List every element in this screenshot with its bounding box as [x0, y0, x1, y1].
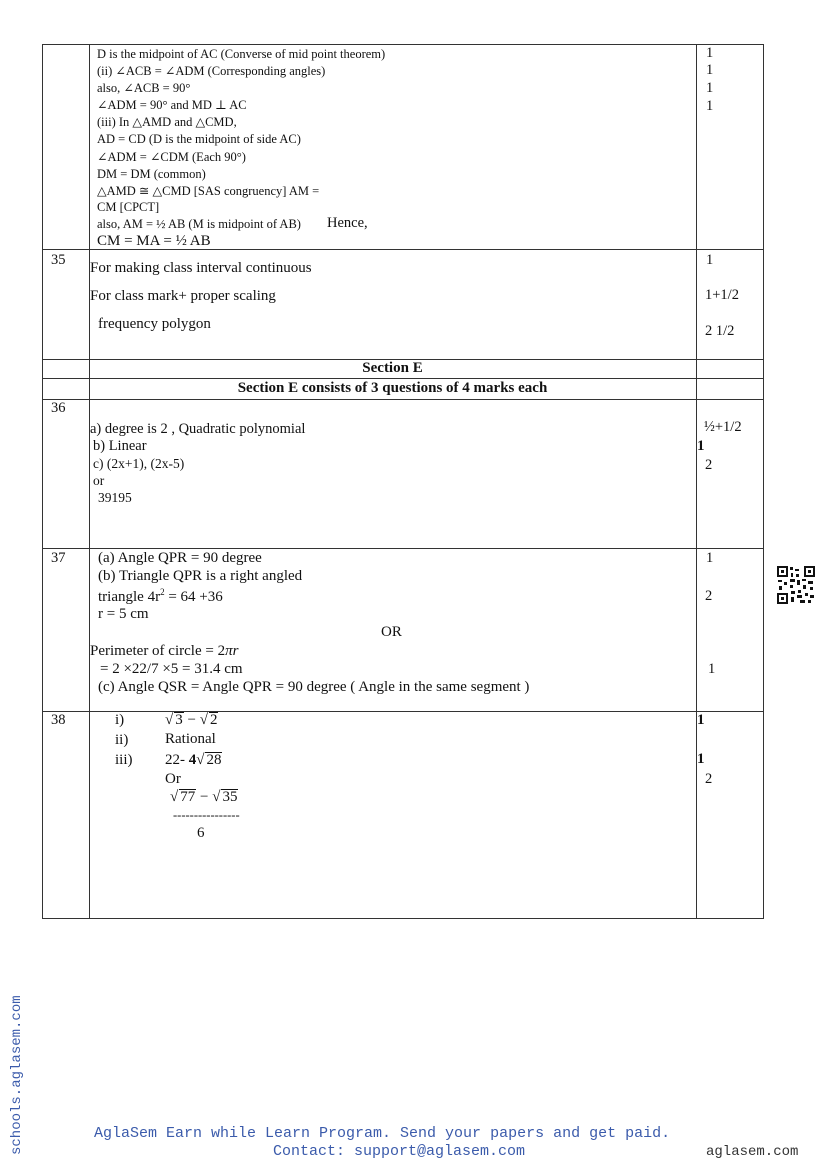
q35-line-3: frequency polygon [98, 316, 211, 332]
footer-promo: AglaSem Earn while Learn Program. Send your papers and get paid. [94, 1125, 671, 1142]
q35-line-2: For class mark+ proper scaling [90, 288, 276, 304]
q37-mark-3: 1 [708, 661, 716, 677]
q36-line-4: or [93, 473, 105, 488]
q34-line-5: (iii) In △AMD and △CMD, [97, 115, 237, 129]
q38-denominator: 6 [197, 825, 205, 841]
q37-line-5: Perimeter of circle = 2πr [90, 643, 239, 659]
q37-line-3: triangle $4r^2 = 64 +36$ [98, 587, 223, 605]
q38-or: Or [165, 771, 181, 787]
q37-number: 37 [51, 550, 66, 566]
q36-line-3: c) (2x+1), (2x-5) [93, 456, 185, 471]
q34-mark-3: 1 [706, 80, 714, 96]
q34-line-4: ∠ADM = 90° and MD ⊥ AC [97, 98, 247, 112]
q37-mark-2: 2 [705, 588, 713, 604]
q38-mark-3: 2 [705, 771, 713, 787]
q34-line-11: also, AM = ½ AB (M is midpoint of AB) [97, 217, 301, 231]
q38-alternative: √ 77 − √ 35 [170, 789, 238, 805]
q38-label-ii: ii) [115, 732, 129, 748]
q37-line-1: (a) Angle QPR = 90 degree [98, 550, 262, 566]
footer-site[interactable]: aglasem.com [706, 1144, 799, 1160]
q37-line-7: (c) Angle QSR = Angle QPR = 90 degree ( Angle in the same segment ) [98, 679, 530, 695]
section-subtitle: Section E consists of 3 questions of 4 marks each [237, 380, 548, 396]
q36-line-1: a) degree is 2 , Quadratic polynomial [90, 421, 306, 437]
qr-code-icon [776, 565, 816, 605]
q38-fraction-bar: ---------------- [173, 808, 240, 822]
q36-number: 36 [51, 400, 66, 416]
q34-mark-1: 1 [706, 45, 714, 61]
q35-mark-3: 2 1/2 [705, 323, 735, 339]
q35-line-1: For making class interval continuous [90, 260, 312, 276]
q38-label-i: i) [115, 712, 125, 728]
q36-line-2: b) Linear [93, 438, 147, 454]
q34-mark-2: 1 [706, 62, 714, 78]
q38-number: 38 [51, 712, 66, 728]
q34-line-1: D is the midpoint of AC (Converse of mid point theorem) [97, 47, 386, 61]
q36-mark-3: 2 [705, 457, 713, 473]
q34-line-7: ∠ADM = ∠CDM (Each 90°) [97, 150, 246, 164]
q35-number: 35 [51, 252, 66, 268]
q38-answer-i: √ 3 − √ 2 [165, 712, 218, 728]
q36-line-5: 39195 [98, 490, 132, 505]
footer-contact: Contact: support@aglasem.com [273, 1143, 526, 1160]
q34-line-8: DM = DM (common) [97, 167, 206, 181]
q34-line-12: Hence, [327, 215, 368, 231]
q36-mark-1: ½+1/2 [704, 419, 742, 435]
q37-line-4: r = 5 cm [98, 606, 149, 622]
side-watermark: schools.aglasem.com [9, 995, 25, 1155]
section-title: Section E [362, 360, 423, 376]
q34-line-2: (ii) ∠ACB = ∠ADM (Corresponding angles) [97, 64, 326, 78]
q34-line-6: AD = CD (D is the midpoint of side AC) [97, 132, 301, 146]
q38-label-iii: iii) [115, 752, 133, 768]
q36-mark-2: 1 [697, 438, 705, 454]
q35-mark-1: 1 [706, 252, 714, 268]
q38-mark-2: 1 [697, 751, 705, 767]
q37-line-2: (b) Triangle QPR is a right angled [98, 568, 303, 584]
q34-line-13: CM = MA = ½ AB [97, 233, 211, 249]
q37-line-6: = 2 ×22/7 ×5 = 31.4 cm [100, 661, 243, 677]
q34-line-3: also, ∠ACB = 90° [97, 81, 191, 95]
q34-line-10: CM [CPCT] [97, 200, 160, 214]
q38-mark-1: 1 [697, 712, 705, 728]
q38-answer-iii: 22- 4√ 28 [165, 752, 222, 768]
q38-answer-ii: Rational [165, 731, 216, 747]
q37-mark-1: 1 [706, 550, 714, 566]
q37-or: OR [381, 624, 402, 640]
q35-mark-2: 1+1/2 [705, 287, 739, 303]
q34-line-9: △AMD ≅ △CMD [SAS congruency] AM = [97, 184, 320, 198]
q34-mark-4: 1 [706, 98, 714, 114]
